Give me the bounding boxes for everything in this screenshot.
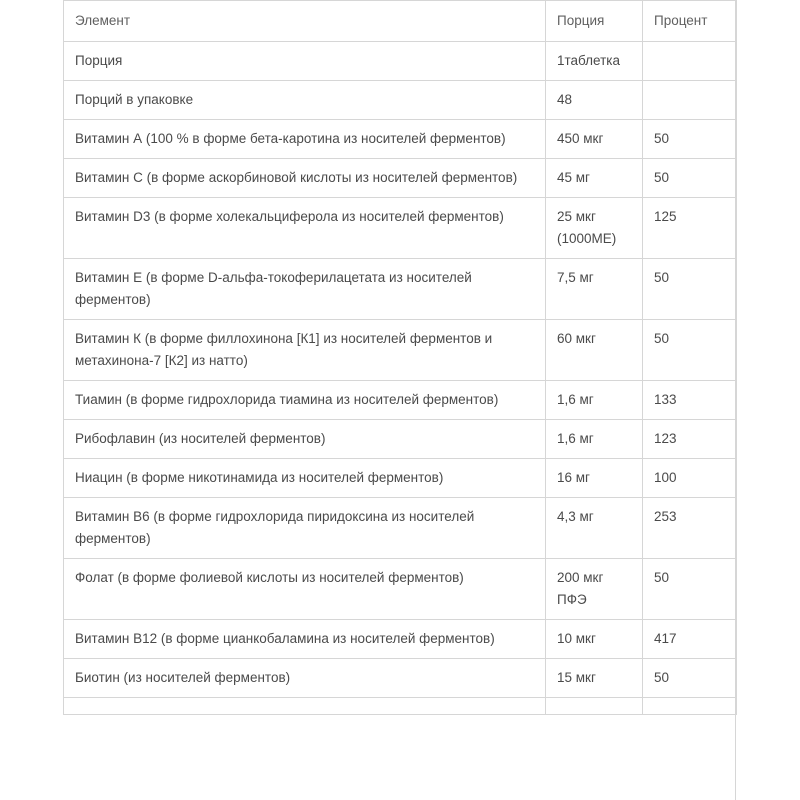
cell-percent: 125 [643, 198, 737, 259]
cell-percent: 123 [643, 420, 737, 459]
table-row [64, 620, 737, 659]
table-row [64, 559, 737, 620]
table-row [64, 81, 737, 120]
table-row [64, 459, 737, 498]
cell-portion [546, 698, 643, 715]
cell-portion: 16 мг [546, 459, 643, 498]
cell-portion: 10 мкг [546, 620, 643, 659]
cell-portion: 450 мкг [546, 120, 643, 159]
table-row [64, 420, 737, 459]
cell-element: Рибофлавин (из носителей ферментов) [64, 420, 546, 459]
cell-percent: 50 [643, 120, 737, 159]
cell-element: Ниацин (в форме никотинамида из носителей ферментов) [64, 459, 546, 498]
cell-element: Витамин Е (в форме D-альфа-токоферилацетата из носителей ферментов) [64, 259, 546, 320]
cell-portion: 25 мкг (1000МЕ) [546, 198, 643, 259]
cell-portion: 48 [546, 81, 643, 120]
cell-element: Витамин С (в форме аскорбиновой кислоты из носителей ферментов) [64, 159, 546, 198]
cell-element: Биотин (из носителей ферментов) [64, 659, 546, 698]
cell-portion: 15 мкг [546, 659, 643, 698]
cell-element: Витамин А (100 % в форме бета-каротина из носителей ферментов) [64, 120, 546, 159]
table-body [64, 42, 737, 715]
page-divider-line [735, 0, 736, 800]
nutrition-table [63, 0, 737, 715]
cell-element: Фолат (в форме фолиевой кислоты из носителей ферментов) [64, 559, 546, 620]
table-row [64, 259, 737, 320]
cell-element: Порция [64, 42, 546, 81]
cell-percent [643, 81, 737, 120]
header-element: Элемент [64, 1, 546, 42]
table-row [64, 198, 737, 259]
cell-percent: 100 [643, 459, 737, 498]
header-percent: Процент [643, 1, 737, 42]
table-row [64, 698, 737, 715]
cell-portion: 1таблетка [546, 42, 643, 81]
cell-element [64, 698, 546, 715]
table-row [64, 159, 737, 198]
cell-portion: 7,5 мг [546, 259, 643, 320]
cell-element: Витамин D3 (в форме холекальциферола из носителей ферментов) [64, 198, 546, 259]
cell-percent [643, 698, 737, 715]
cell-percent [643, 42, 737, 81]
header-portion: Порция [546, 1, 643, 42]
cell-percent: 50 [643, 320, 737, 381]
cell-percent: 50 [643, 259, 737, 320]
cell-percent: 50 [643, 159, 737, 198]
cell-portion: 200 мкг ПФЭ [546, 559, 643, 620]
cell-portion: 45 мг [546, 159, 643, 198]
cell-portion: 60 мкг [546, 320, 643, 381]
table-row [64, 120, 737, 159]
table-row [64, 659, 737, 698]
cell-element: Порций в упаковке [64, 81, 546, 120]
table-row [64, 42, 737, 81]
cell-portion: 1,6 мг [546, 420, 643, 459]
table-row [64, 498, 737, 559]
cell-portion: 4,3 мг [546, 498, 643, 559]
cell-percent: 50 [643, 659, 737, 698]
cell-percent: 417 [643, 620, 737, 659]
table-row [64, 320, 737, 381]
cell-portion: 1,6 мг [546, 381, 643, 420]
cell-element: Тиамин (в форме гидрохлорида тиамина из носителей ферментов) [64, 381, 546, 420]
cell-element: Витамин В12 (в форме цианкобаламина из носителей ферментов) [64, 620, 546, 659]
nutrition-table-container [63, 0, 736, 715]
cell-percent: 253 [643, 498, 737, 559]
table-row [64, 381, 737, 420]
cell-element: Витамин К (в форме филлохинона [К1] из носителей ферментов и метахинона-7 [К2] из натто) [64, 320, 546, 381]
cell-percent: 133 [643, 381, 737, 420]
cell-percent: 50 [643, 559, 737, 620]
cell-element: Витамин В6 (в форме гидрохлорида пиридоксина из носителей ферментов) [64, 498, 546, 559]
table-header-row [64, 1, 737, 42]
